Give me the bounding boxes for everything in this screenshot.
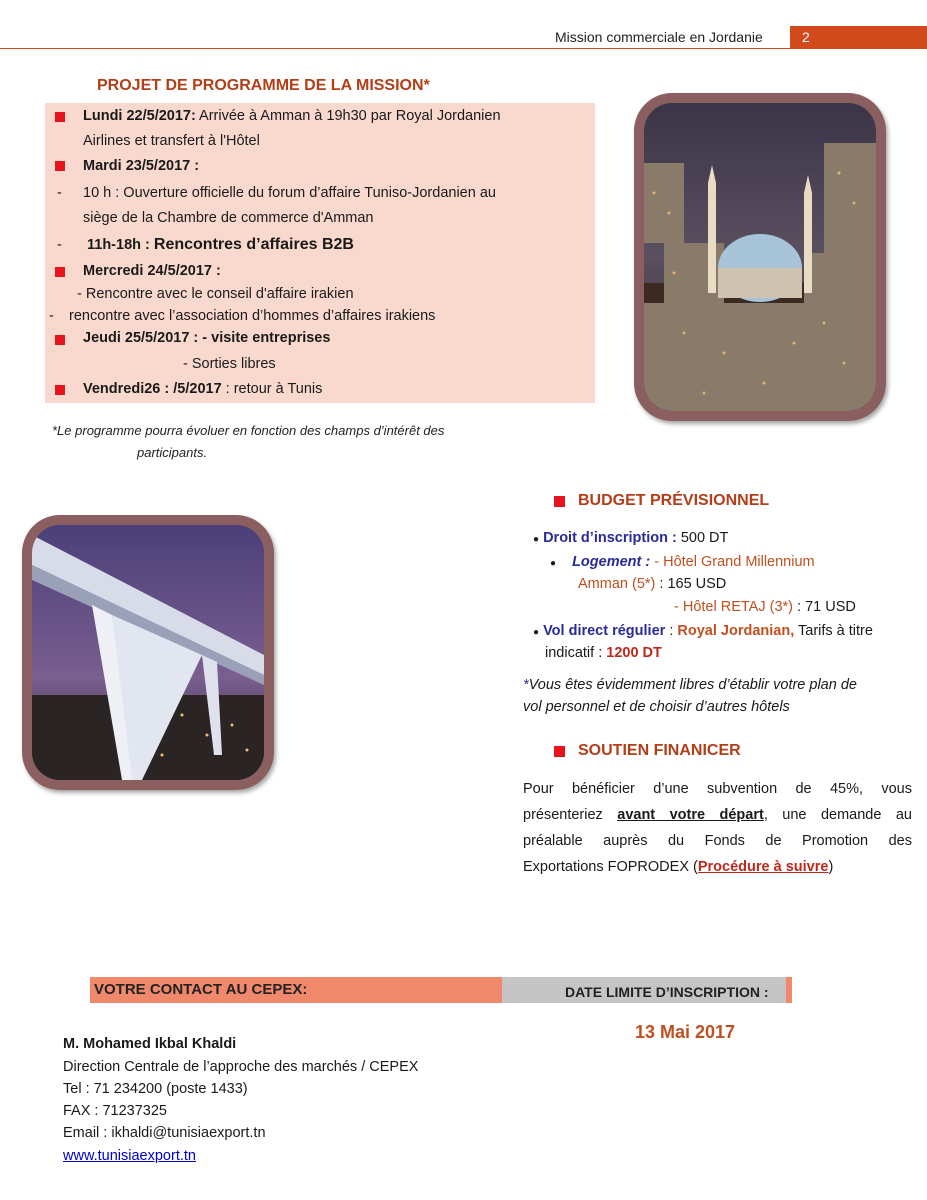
page-number: 2 — [790, 26, 927, 48]
programme-mercredi: Mercredi 24/5/2017 : — [83, 263, 221, 279]
bullet-square-icon — [55, 112, 65, 122]
programme-lundi-line2: Airlines et transfert à l'Hôtel — [83, 133, 260, 149]
bullet-square-icon — [55, 267, 65, 277]
section-square-icon — [554, 746, 565, 757]
budget-hotel2: - Hôtel RETAJ (3*) : 71 USD — [674, 599, 856, 615]
budget-vol: ● Vol direct régulier : Royal Jordanian, Tarifs à titre — [533, 623, 873, 639]
dash-bullet: - — [57, 237, 62, 253]
budget-inscription: ● Droit d’inscription : 500 DT — [533, 530, 729, 546]
deadline-date: 13 Mai 2017 — [635, 1022, 736, 1042]
soutien-title: SOUTIEN FINANICER — [578, 742, 741, 759]
budget-hotel1: Amman (5*) : 165 USD — [578, 576, 727, 592]
programme-mardi: Mardi 23/5/2017 : — [83, 158, 200, 174]
dash-bullet: - — [49, 308, 54, 324]
document-header-title: Mission commerciale en Jordanie — [555, 29, 763, 45]
bridge-photo — [22, 515, 274, 790]
dash-bullet: - — [57, 185, 62, 201]
budget-logement: ● Logement : - Hôtel Grand Millennium — [550, 554, 815, 570]
contact-direction: Direction Centrale de l’approche des marchés / CEPEX — [63, 1059, 419, 1075]
bullet-square-icon — [55, 161, 65, 171]
bullet-square-icon — [55, 335, 65, 345]
budget-note-line2: vol personnel et de choisir d’autres hôtels — [523, 699, 790, 715]
mosque-photo — [634, 93, 886, 421]
budget-title: BUDGET PRÉVISIONNEL — [578, 492, 770, 509]
contact-name: M. Mohamed Ikbal Khaldi — [63, 1036, 237, 1052]
programme-lundi: Lundi 22/5/2017: Arrivée à Amman à 19h30 par Royal Jordanien — [83, 108, 501, 124]
programme-box — [45, 103, 595, 403]
contact-fax: FAX : 71237325 — [63, 1103, 167, 1119]
header-divider — [0, 48, 927, 49]
soutien-paragraph: Pour bénéficier d’une subvention de 45%, vous présenteriez avant votre départ, une demande au préalable auprès du Fonds de Promotion des Exportations FOPRODEX (Procédure à suivre) — [523, 781, 912, 875]
programme-mardi-item1-line2: siège de la Chambre de commerce d'Amman — [83, 210, 374, 226]
deadline-label: DATE LIMITE D’INSCRIPTION : — [565, 984, 769, 1000]
programme-note: *Le programme pourra évoluer en fonction des champs d’intérêt des participants. — [52, 423, 445, 460]
programme-mercredi-item1: - Rencontre avec le conseil d'affaire irakien — [77, 286, 354, 302]
mosque-image-icon — [644, 103, 876, 411]
programme-jeudi: Jeudi 25/5/2017 : - visite entreprises — [83, 330, 331, 346]
programme-mardi-item1: 10 h : Ouverture officielle du forum d’affaire Tuniso-Jordanien au — [83, 185, 496, 201]
bridge-image-icon — [32, 525, 264, 780]
contact-tel: Tel : 71 234200 (poste 1433) — [63, 1081, 248, 1097]
deadline-bar-end — [786, 977, 792, 1003]
budget-vol-line2: indicatif : 1200 DT — [545, 645, 662, 661]
programme-vendredi: Vendredi26 : /5/2017 : retour à Tunis — [83, 381, 323, 397]
contact-email[interactable]: Email : ikhaldi@tunisiaexport.tn — [63, 1125, 266, 1141]
website-link[interactable]: www.tunisiaexport.tn — [63, 1148, 196, 1164]
budget-note: *Vous êtes évidemment libres d’établir votre plan de — [523, 677, 857, 693]
bullet-square-icon — [55, 385, 65, 395]
programme-title: PROJET DE PROGRAMME DE LA MISSION* — [97, 77, 430, 94]
programme-mercredi-item2: rencontre avec l’association d’hommes d’affaires irakiens — [69, 308, 436, 324]
contact-label: VOTRE CONTACT AU CEPEX: — [94, 981, 308, 998]
procedure-link[interactable]: Procédure à suivre — [697, 859, 829, 875]
programme-mardi-item2: 11h-18h : Rencontres d’affaires B2B — [87, 236, 354, 253]
programme-jeudi-line2: - Sorties libres — [183, 356, 276, 372]
section-square-icon — [554, 496, 565, 507]
